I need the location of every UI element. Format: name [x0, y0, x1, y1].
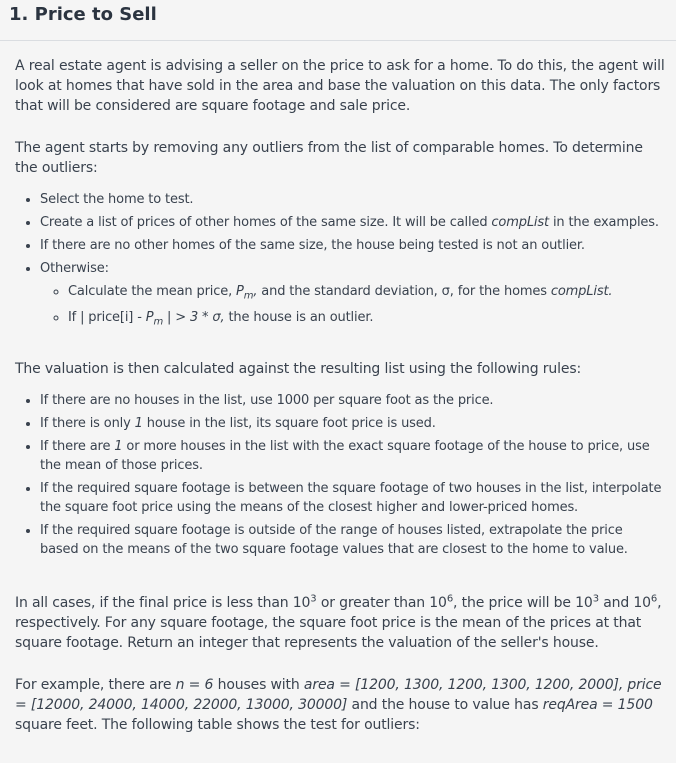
list-item: • If the required square footage is outside of the range of houses listed, extrapolate the price based on the means of the two square footage values that are closest to the home to value.: [40, 521, 665, 559]
valuation-intro-paragraph: The valuation is then calculated against the resulting list using the following rules:: [15, 361, 582, 377]
list-item: ◦ If | price[i] - $P_m$ | > 3 * σ, the house is an outlier.: [68, 308, 665, 327]
intro-paragraph: A real estate agent is advising a seller on the price to ask for a home. To do this, the agent will look at homes that have sold in the area and base the valuation on this data. The only factors that will be considered are square footage and sale price.: [15, 58, 665, 114]
list-item: • If there is only 1 house in the list, its square foot price is used.: [40, 414, 665, 433]
list-item: ◦ Calculate the mean price, $P_m$, and the standard deviation, σ, for the homes compList.: [68, 282, 665, 301]
example-paragraph: For example, there are n = 6 houses with area = [1200, 1300, 1200, 1300, 1200, 2000], price = [12000, 24000, 14000, 22000, 13000, 30000] and the house to value has reqArea = 1500 square feet. The following table shows the test for outliers:: [15, 677, 662, 733]
list-item: • If there are 1 or more houses in the list with the exact square footage of the house to price, use the mean of those prices.: [40, 437, 665, 475]
title-bar: [0, 0, 676, 41]
final-price-paragraph: In all cases, if the final price is less than $10^3$ or greater than $10^6$, the price will be $10^3$ and $10^6$, respectively. For any square footage, the square foot price is the mean of the prices at that square footage. Return an integer that represents the valuation of the seller's house.: [15, 593, 662, 651]
list-item: • Otherwise: ◦ Calculate the mean price, $P_m$, and the standard deviation, σ, for the homes compList. ◦ If | price[i] - $P_m$ | > 3 * σ, the house is an outlier.: [40, 259, 665, 327]
outliers-intro-paragraph: The agent starts by removing any outliers from the list of comparable homes. To determine the outliers:: [15, 140, 643, 176]
list-item: • Select the home to test.: [40, 190, 665, 209]
valuation-rules-list: [15, 391, 665, 559]
problem-description: [15, 56, 665, 735]
list-item: • If the required square footage is between the square footage of two houses in the list, interpolate the square foot price using the means of the closest higher and lower-priced homes.: [40, 479, 665, 517]
outlier-substeps-list: [40, 282, 665, 327]
outlier-steps-list: [15, 190, 665, 327]
list-item: • Create a list of prices of other homes of the same size. It will be called compList in the examples.: [40, 213, 665, 232]
list-item: • If there are no houses in the list, use 1000 per square foot as the price.: [40, 391, 665, 410]
page-title: 1. Price to Sell: [9, 4, 157, 25]
list-item: • If there are no other homes of the same size, the house being tested is not an outlier.: [40, 236, 665, 255]
